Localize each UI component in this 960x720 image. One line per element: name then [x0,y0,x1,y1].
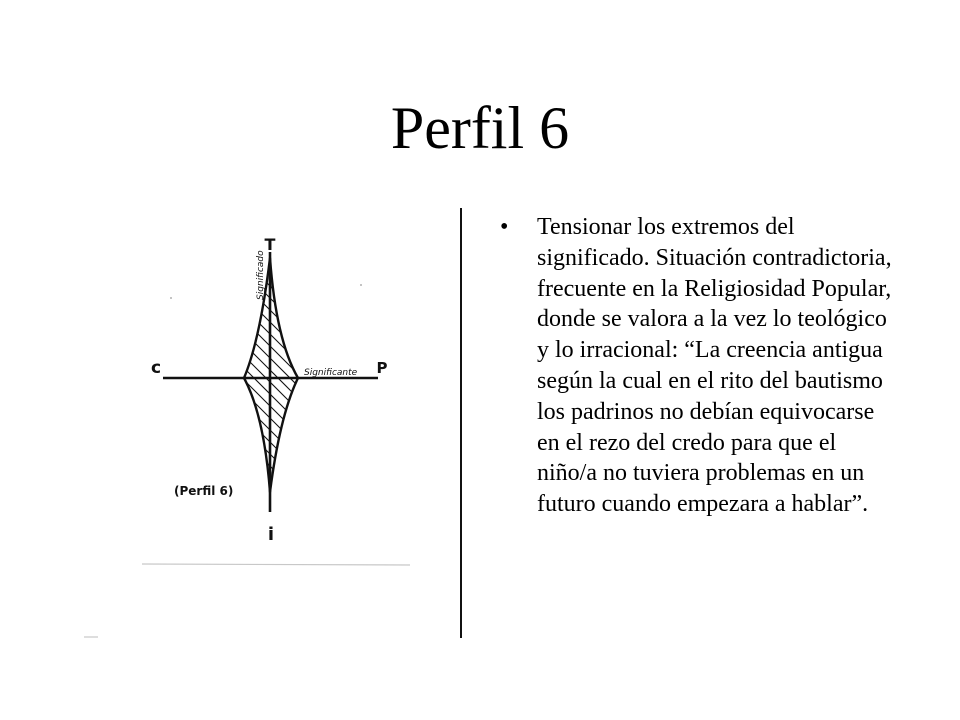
top-axis-label: T [264,235,276,254]
speck [360,284,362,286]
bottom-axis-label: i [267,524,275,545]
page-edge-line [142,564,410,565]
vertical-annotation: Significado [256,250,266,300]
horizontal-annotation: Significante [304,368,358,378]
speck [170,297,172,299]
left-axis-label: c [150,358,162,378]
bullet-text: Tensionar los extremos del significado. Situación contradictoria, frecuente en la Religiosidad Popular, donde se valora a la vez lo teológico y lo irracional: “La creencia antigua según la cual en el rito del bautismo los padrinos no debían equivocarse en el rezo del credo para que el niño/a no tuviera problemas en un futuro cuando empezara a hablar”. [537,214,892,518]
right-axis-label: P [376,359,388,377]
bullet-list [498,212,898,520]
list-item [498,212,898,520]
sketch-caption: (Perfil 6) [174,484,234,498]
bullet-icon: • [500,214,509,240]
profile-diagram [70,200,480,650]
profile-sketch [70,200,480,650]
slide-title: Perfil 6 [390,95,570,161]
